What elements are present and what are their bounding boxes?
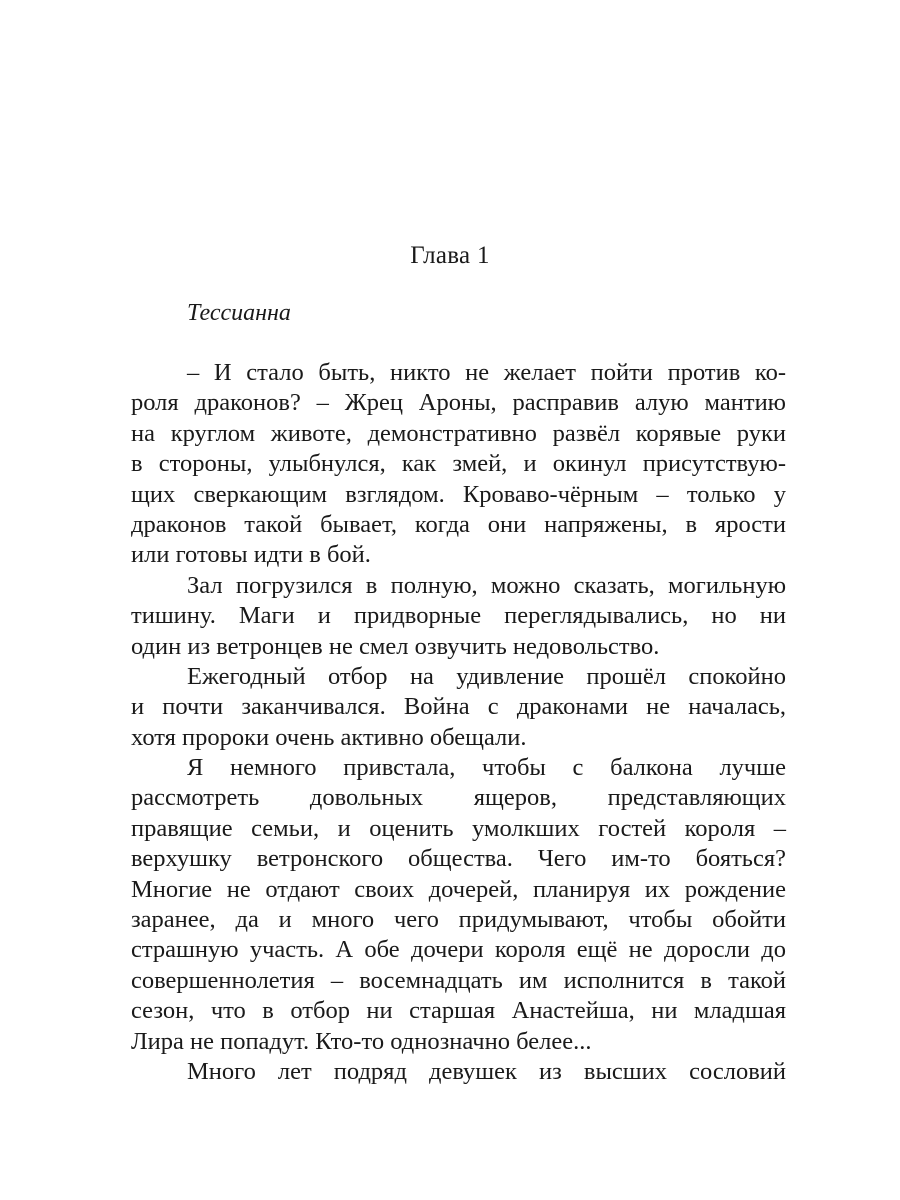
text-line: щих сверкающим взглядом. Кроваво-чёрным – только у: [131, 480, 786, 508]
text-line: и почти заканчивался. Война с драконами не началась,: [131, 693, 786, 721]
text-line: в стороны, улыбнулся, как змей, и окинул присутствую-: [131, 450, 786, 478]
text-line: Зал погрузился в полную, можно сказать, могильную: [187, 571, 786, 599]
text-line: или готовы идти в бой.: [131, 541, 371, 569]
text-line: верхушку ветронского общества. Чего им-то бояться?: [131, 845, 786, 873]
text-line: заранее, да и много чего придумывают, чтобы обойти: [131, 906, 786, 934]
text-line: страшную участь. А обе дочери короля ещё не доросли до: [131, 936, 786, 964]
text-line: Я немного привстала, чтобы с балкона лучше: [187, 754, 786, 782]
pov-character-name: Тессианна: [187, 300, 291, 326]
text-line: драконов такой бывает, когда они напряжены, в ярости: [131, 510, 786, 538]
text-line: тишину. Маги и придворные переглядывались, но ни: [131, 602, 786, 630]
body-text: [131, 358, 786, 1087]
chapter-title: Глава 1: [410, 242, 490, 269]
text-line: рассмотреть довольных ящеров, представляющих: [131, 784, 786, 812]
text-line: сезон, что в отбор ни старшая Анастейша, ни младшая: [131, 997, 786, 1025]
text-line: Много лет подряд девушек из высших сословий: [187, 1057, 786, 1085]
text-line: совершеннолетия – восемнадцать им исполнится в такой: [131, 966, 786, 994]
text-line: один из ветронцев не смел озвучить недовольство.: [131, 632, 660, 660]
text-line: на круглом животе, демонстративно развёл корявые руки: [131, 419, 786, 447]
text-line: хотя пророки очень активно обещали.: [131, 723, 527, 751]
text-line: – И стало быть, никто не желает пойти против ко-: [187, 359, 786, 386]
text-line: Лира не попадут. Кто-то однозначно белее...: [131, 1027, 592, 1055]
text-line: роля драконов? – Жрец Ароны, расправив алую мантию: [131, 389, 786, 417]
text-line: правящие семьи, и оценить умолкших гостей короля –: [131, 814, 786, 842]
text-line: Ежегодный отбор на удивление прошёл спокойно: [187, 662, 786, 690]
text-line: Многие не отдают своих дочерей, планируя их рождение: [131, 875, 786, 903]
